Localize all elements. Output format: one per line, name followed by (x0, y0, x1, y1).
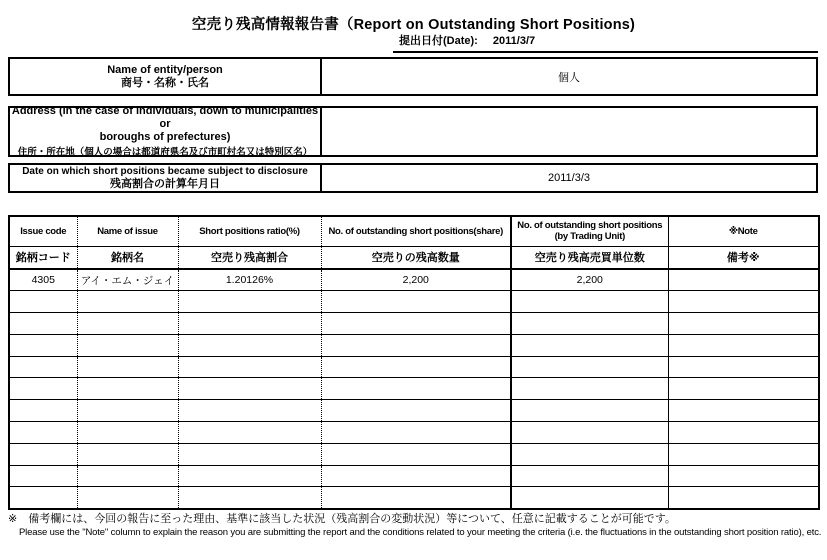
address-value (322, 108, 816, 155)
table-cell (77, 487, 178, 509)
table-cell (77, 313, 178, 335)
table-cell (178, 313, 321, 335)
table-cell (178, 443, 321, 465)
table-cell (9, 356, 77, 378)
table-cell (321, 487, 511, 509)
table-cell (511, 334, 668, 356)
table-cell (511, 422, 668, 444)
table-cell (321, 422, 511, 444)
table-cell (9, 378, 77, 400)
table-cell (321, 400, 511, 422)
table-cell (511, 443, 668, 465)
address-label (10, 104, 322, 158)
entity-name-label (10, 59, 322, 94)
address-label-en-line1: Address (in the case of individuals, down to municipalities or (11, 104, 319, 130)
col-header-issue-name-ja: 銘柄名 (77, 246, 178, 269)
table-cell (511, 465, 668, 487)
table-cell (77, 291, 178, 313)
table-cell (77, 465, 178, 487)
col-header-note-en: ※Note (668, 216, 819, 246)
table-cell (178, 356, 321, 378)
table-cell (668, 291, 819, 313)
table-row (9, 487, 819, 509)
table-row (9, 465, 819, 487)
table-cell (9, 313, 77, 335)
table-cell (321, 465, 511, 487)
table-cell (178, 422, 321, 444)
col-header-trading-unit-en-line2: (by Trading Unit) (554, 231, 625, 243)
table-cell (668, 334, 819, 356)
entity-name-box (8, 57, 818, 96)
table-row (9, 269, 819, 291)
table-cell (77, 400, 178, 422)
table-cell (178, 334, 321, 356)
table-cell (321, 291, 511, 313)
disclosure-date-box (8, 163, 818, 193)
table-cell (511, 487, 668, 509)
disclosure-date-label-ja: 残高割合の計算年月日 (110, 177, 220, 190)
table-cell (668, 465, 819, 487)
disclosure-date-value: 2011/3/3 (547, 172, 590, 184)
table-cell (9, 487, 77, 509)
table-cell (511, 291, 668, 313)
positions-table-body (9, 269, 819, 509)
table-header-row-en (9, 216, 819, 246)
disclosure-date-label-en: Date on which short positions became subject to disclosure (22, 165, 308, 177)
table-row (9, 356, 819, 378)
table-cell (511, 378, 668, 400)
table-cell (668, 422, 819, 444)
footnote-ja: ※ 備考欄には、今回の報告に至った理由、基準に該当した状況（残高割合の変動状況）等について、任意に記載することが可能です。 (8, 513, 676, 525)
table-cell (178, 465, 321, 487)
table-cell (321, 443, 511, 465)
table-cell (9, 334, 77, 356)
address-label-en-line2: boroughs of prefectures) (99, 130, 231, 143)
table-cell (668, 443, 819, 465)
table-cell (668, 400, 819, 422)
table-cell: アイ・エム・ジェイ (77, 269, 178, 291)
table-cell (178, 291, 321, 313)
col-header-issue-code-en: Issue code (9, 216, 77, 246)
table-cell (511, 400, 668, 422)
disclosure-date-label (10, 165, 322, 191)
table-cell (178, 487, 321, 509)
col-header-issue-name-en: Name of issue (77, 216, 178, 246)
table-cell: 2,200 (321, 269, 511, 291)
col-header-ratio-ja: 空売り残高割合 (178, 246, 321, 269)
table-cell (321, 334, 511, 356)
table-header-row-ja (9, 246, 819, 269)
table-cell (511, 356, 668, 378)
table-cell (9, 465, 77, 487)
report-title: 空売り残高情報報告書（Report on Outstanding Short Positions) (191, 17, 636, 33)
table-cell (178, 400, 321, 422)
submission-date-value: 2011/3/7 (492, 35, 536, 47)
entity-name-label-en: Name of entity/person (107, 63, 223, 76)
col-header-trading-unit-en-line1: No. of outstanding short positions (517, 220, 663, 232)
table-row (9, 334, 819, 356)
submission-date-label: 提出日付(Date): (399, 35, 478, 47)
address-label-ja: 住所・所在地（個人の場合は都道府県名及び市町村名又は特別区名） (17, 146, 313, 158)
table-header (9, 216, 819, 269)
col-header-shares-ja: 空売りの残高数量 (321, 246, 511, 269)
table-row (9, 378, 819, 400)
table-row (9, 313, 819, 335)
submission-date-line (393, 34, 818, 53)
table-cell (77, 356, 178, 378)
col-header-trading-unit-ja: 空売り残高売買単位数 (511, 246, 668, 269)
entity-name-label-ja: 商号・名称・氏名 (121, 76, 209, 89)
col-header-issue-code-ja: 銘柄コード (9, 246, 77, 269)
short-positions-table (8, 215, 820, 510)
table-cell (77, 334, 178, 356)
address-box (8, 106, 818, 157)
table-cell (9, 400, 77, 422)
table-cell (178, 378, 321, 400)
entity-name-value: 個人 (558, 71, 580, 84)
table-cell (9, 291, 77, 313)
table-cell: 2,200 (511, 269, 668, 291)
table-cell (668, 313, 819, 335)
table-cell (9, 443, 77, 465)
table-row (9, 443, 819, 465)
col-header-shares-en: No. of outstanding short positions(share) (321, 216, 511, 246)
table-cell (77, 443, 178, 465)
table-cell (668, 487, 819, 509)
footnote-en: Please use the "Note" column to explain the reason you are submitting the report and the conditions related to your meeting the criteria (i.e. the fluctuations in the outstanding short position ratio), etc. (19, 527, 822, 538)
table-cell (9, 422, 77, 444)
table-cell (668, 269, 819, 291)
table-cell: 4305 (9, 269, 77, 291)
table-cell: 1.20126% (178, 269, 321, 291)
table-cell (321, 378, 511, 400)
table-cell (511, 313, 668, 335)
table-cell (668, 378, 819, 400)
table-row (9, 400, 819, 422)
table-cell (77, 378, 178, 400)
table-row (9, 291, 819, 313)
table-cell (321, 356, 511, 378)
col-header-ratio-en: Short positions ratio(%) (178, 216, 321, 246)
table-row (9, 422, 819, 444)
table-cell (321, 313, 511, 335)
col-header-trading-unit-en (511, 216, 668, 246)
col-header-note-ja: 備考※ (668, 246, 819, 269)
table-cell (77, 422, 178, 444)
table-cell (668, 356, 819, 378)
